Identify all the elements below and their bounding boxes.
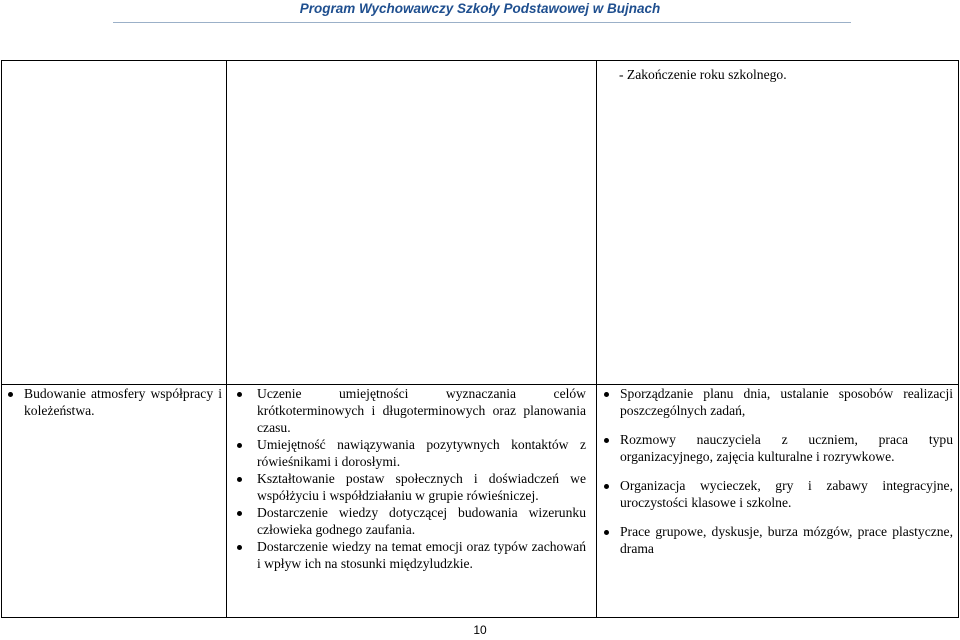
bullet-icon: [604, 392, 609, 397]
table-row: [2, 385, 959, 618]
program-table: [1, 60, 959, 618]
list-item: Dostarczenie wiedzy dotyczącej budowania wizerunku człowieka godnego zaufania.: [227, 504, 596, 538]
end-of-year-text: - Zakończenie roku szkolnego.: [619, 67, 787, 82]
list-item: Prace grupowe, dyskusje, burza mózgów, prace plastyczne, drama: [597, 523, 958, 557]
header-divider: [113, 22, 851, 23]
table-row: [2, 61, 959, 385]
bullet-icon: [237, 545, 242, 550]
bullet-icon: [604, 530, 609, 535]
methods-list: [597, 385, 958, 557]
goal-list: [2, 385, 226, 419]
bullet-icon: [604, 438, 609, 443]
table-cell: [597, 61, 959, 385]
tasks-cell: [227, 385, 597, 618]
tasks-list: [227, 385, 596, 572]
list-item: Kształtowanie postaw społecznych i doświadczeń we współżyciu i współdziałaniu w grupie rówieśniczej.: [227, 470, 596, 504]
bullet-icon: [237, 392, 242, 397]
methods-cell: [597, 385, 959, 618]
list-item: Organizacja wycieczek, gry i zabawy integracyjne, uroczystości klasowe i szkolne.: [597, 477, 958, 511]
page-header-title: Program Wychowawczy Szkoły Podstawowej w Bujnach: [299, 1, 661, 16]
table-cell: [2, 61, 227, 385]
bullet-icon: [237, 477, 242, 482]
bullet-icon: [604, 484, 609, 489]
table-cell: [227, 61, 597, 385]
list-item: Rozmowy nauczyciela z uczniem, praca typu organizacyjnego, zajęcia kulturalne i rozrywkowe.: [597, 431, 958, 465]
goal-cell: [2, 385, 227, 618]
bullet-icon: [237, 443, 242, 448]
bullet-icon: [237, 511, 242, 516]
list-item: Uczenie umiejętności wyznaczania celów krótkoterminowych i długoterminowych oraz planowania czasu.: [227, 385, 596, 436]
list-item: Dostarczenie wiedzy na temat emocji oraz typów zachowań i wpływ ich na stosunki międzyludzkie.: [227, 538, 596, 572]
list-item: Sporządzanie planu dnia, ustalanie sposobów realizacji poszczególnych zadań,: [597, 385, 958, 419]
page-number: 10: [473, 623, 487, 637]
list-item: Budowanie atmosfery współpracy i koleżeństwa.: [2, 385, 226, 419]
bullet-icon: [8, 392, 13, 397]
list-item: Umiejętność nawiązywania pozytywnych kontaktów z rówieśnikami i dorosłymi.: [227, 436, 596, 470]
